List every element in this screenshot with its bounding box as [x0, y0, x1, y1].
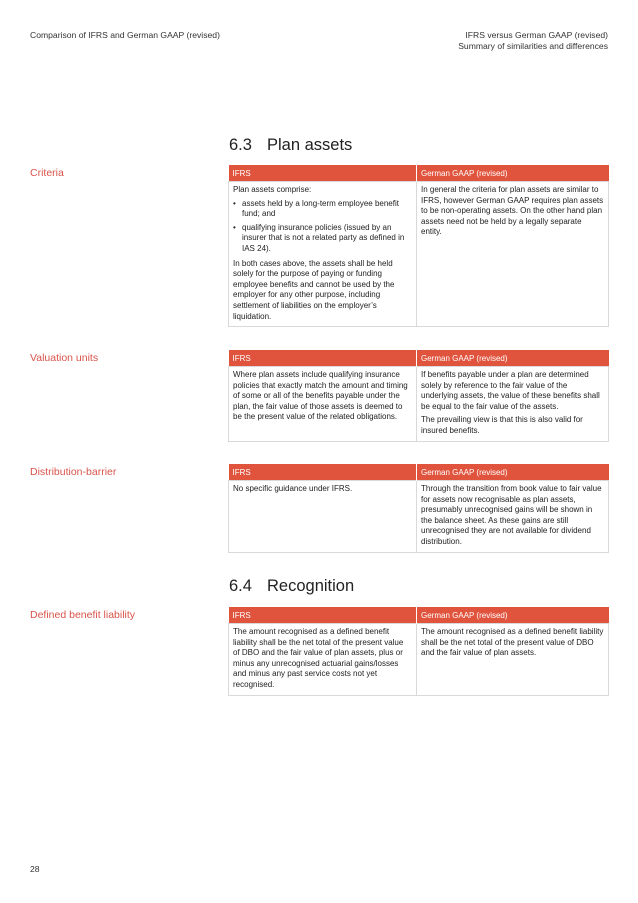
german-gaap-cell: The amount recognised as a defined benefit liability shall be the net total of the present value of DBO and the fair value of plan assets.	[417, 624, 609, 696]
running-header-subtitle: Summary of similarities and differences	[458, 41, 608, 51]
bullet-icon: •	[233, 222, 236, 232]
section-title-text: Plan assets	[267, 136, 353, 154]
column-header-german-gaap: German GAAP (revised)	[417, 607, 609, 624]
ifrs-cell: Where plan assets include qualifying insurance policies that exactly match the amount and timing of some or all of the benefits payable under the plan, the fair value of those assets is deemed to be the present value of the related obligations.	[229, 367, 417, 442]
ifrs-cell: No specific guidance under IFRS.	[229, 481, 417, 553]
german-gaap-cell: Through the transition from book value to fair value for assets now recognisable as plan assets, presumably unrecognised gains will be shown in the balance sheet. As these gains are still unrecognised they are not available for dividend distribution.	[417, 481, 609, 553]
column-header-ifrs: IFRS	[229, 464, 417, 481]
german-gaap-cell: If benefits payable under a plan are determined solely by reference to the fair value of the underlying assets, the value of these benefits shall be equal to the fair value of the assets. The prevailing view is that this is also valid for insured benefits.	[417, 367, 609, 442]
german-gaap-cell: In general the criteria for plan assets are similar to IFRS, however German GAAP requires plan assets to be non-operating assets. On the other hand plan assets need not be held by a legally separate entity.	[417, 182, 609, 327]
comparison-table-valuation-units	[228, 350, 609, 442]
column-header-german-gaap: German GAAP (revised)	[417, 350, 609, 367]
column-header-ifrs: IFRS	[229, 165, 417, 182]
section-title-text: Recognition	[267, 577, 355, 595]
column-header-ifrs: IFRS	[229, 350, 417, 367]
topic-label-defined-benefit-liability: Defined benefit liability	[30, 609, 136, 621]
running-header-title: IFRS versus German GAAP (revised)	[465, 30, 608, 40]
comparison-table-distribution-barrier	[228, 464, 609, 553]
section-number: 6.3	[229, 136, 252, 154]
comparison-table-defined-benefit-liability	[228, 607, 609, 696]
column-header-ifrs: IFRS	[229, 607, 417, 624]
ifrs-cell	[229, 182, 417, 327]
ifrs-cell: The amount recognised as a defined benefit liability shall be the net total of the present value of DBO and the fair value of plan assets, plus or minus any unrecognised actuarial gains/losses and minus any past service costs not yet recognised.	[229, 624, 417, 696]
ifrs-outro: In both cases above, the assets shall be held solely for the purpose of paying or funding employee benefits and cannot be used by the employer for any other purpose, including settlement of liabilities on the employer’s liquidation.	[233, 258, 395, 321]
column-header-german-gaap: German GAAP (revised)	[417, 464, 609, 481]
list-item: • assets held by a long-term employee benefit fund; and	[233, 198, 399, 219]
topic-label-criteria: Criteria	[30, 167, 64, 179]
running-header-left: Comparison of IFRS and German GAAP (revised)	[30, 30, 220, 40]
topic-label-distribution-barrier: Distribution-barrier	[30, 466, 117, 478]
section-title-plan-assets	[229, 136, 352, 155]
column-header-german-gaap: German GAAP (revised)	[417, 165, 609, 182]
section-title-recognition	[229, 577, 354, 596]
section-number: 6.4	[229, 577, 252, 595]
page-number: 28	[30, 864, 40, 874]
ifrs-intro: Plan assets comprise:	[233, 185, 312, 194]
comparison-table-criteria	[228, 165, 609, 327]
bullet-icon: •	[233, 198, 236, 208]
topic-label-valuation-units: Valuation units	[30, 352, 99, 364]
running-header-right	[458, 30, 608, 52]
list-item: • qualifying insurance policies (issued by an insurer that is not a related party as defined in IAS 24).	[233, 222, 405, 253]
ifrs-bullet-list	[233, 199, 412, 255]
